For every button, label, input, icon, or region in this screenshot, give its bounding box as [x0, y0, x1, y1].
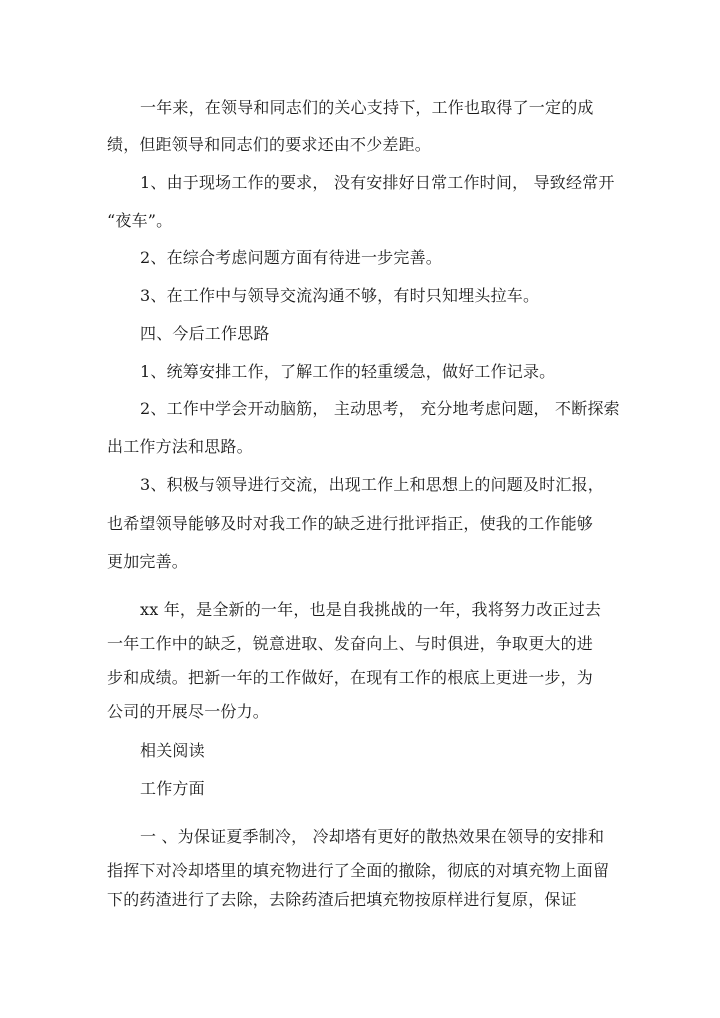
paragraph-line: 公司的开展尽一份力。 — [107, 702, 270, 721]
list-item-line: 1、统筹安排工作，了解工作的轻重缓急，做好工作记录。 — [140, 362, 556, 381]
list-item-line: 更加完善。 — [107, 552, 189, 571]
paragraph-line: 一年工作中的缺乏，锐意进取、发奋向上、与时俱进，争取更大的进 — [107, 634, 594, 653]
paragraph-line: xx 年，是全新的一年，也是自我挑战的一年，我将努力改正过去 — [140, 600, 602, 619]
list-item-line: 3、积极与领导进行交流，出现工作上和思想上的问题及时汇报， — [140, 475, 604, 494]
list-item-line: 2、在综合考虑问题方面有待进一步完善。 — [140, 248, 442, 267]
section-heading: 四、今后工作思路 — [140, 324, 270, 343]
list-item-line: “夜车”。 — [107, 211, 173, 230]
paragraph-line: 步和成绩。把新一年的工作做好，在现有工作的根底上更进一步，为 — [107, 668, 594, 687]
list-item-line: 2、工作中学会开动脑筋， 主动思考， 充分地考虑问题， 不断探索 — [140, 399, 620, 418]
list-item-line: 也希望领导能够及时对我工作的缺乏进行批评指正，使我的工作能够 — [107, 514, 594, 533]
paragraph-line: 一年来，在领导和同志们的关心支持下，工作也取得了一定的成 — [140, 98, 594, 117]
section-heading: 工作方面 — [140, 779, 205, 798]
list-item-line: 1、由于现场工作的要求， 没有安排好日常工作时间， 导致经常开 — [140, 173, 615, 192]
list-item-line: 出工作方法和思路。 — [107, 437, 253, 456]
paragraph-line: 一 、为保证夏季制冷， 冷却塔有更好的散热效果在领导的安排和 — [140, 827, 605, 846]
paragraph-line: 绩，但距领导和同志们的要求还由不少差距。 — [107, 135, 432, 154]
paragraph-line: 指挥下对冷却塔里的填充物进行了全面的撤除，彻底的对填充物上面留 — [107, 861, 610, 880]
section-heading: 相关阅读 — [140, 741, 205, 760]
paragraph-line: 下的药渣进行了去除，去除药渣后把填充物按原样进行复原，保证 — [107, 890, 577, 909]
list-item-line: 3、在工作中与领导交流沟通不够，有时只知埋头拉车。 — [140, 286, 540, 305]
